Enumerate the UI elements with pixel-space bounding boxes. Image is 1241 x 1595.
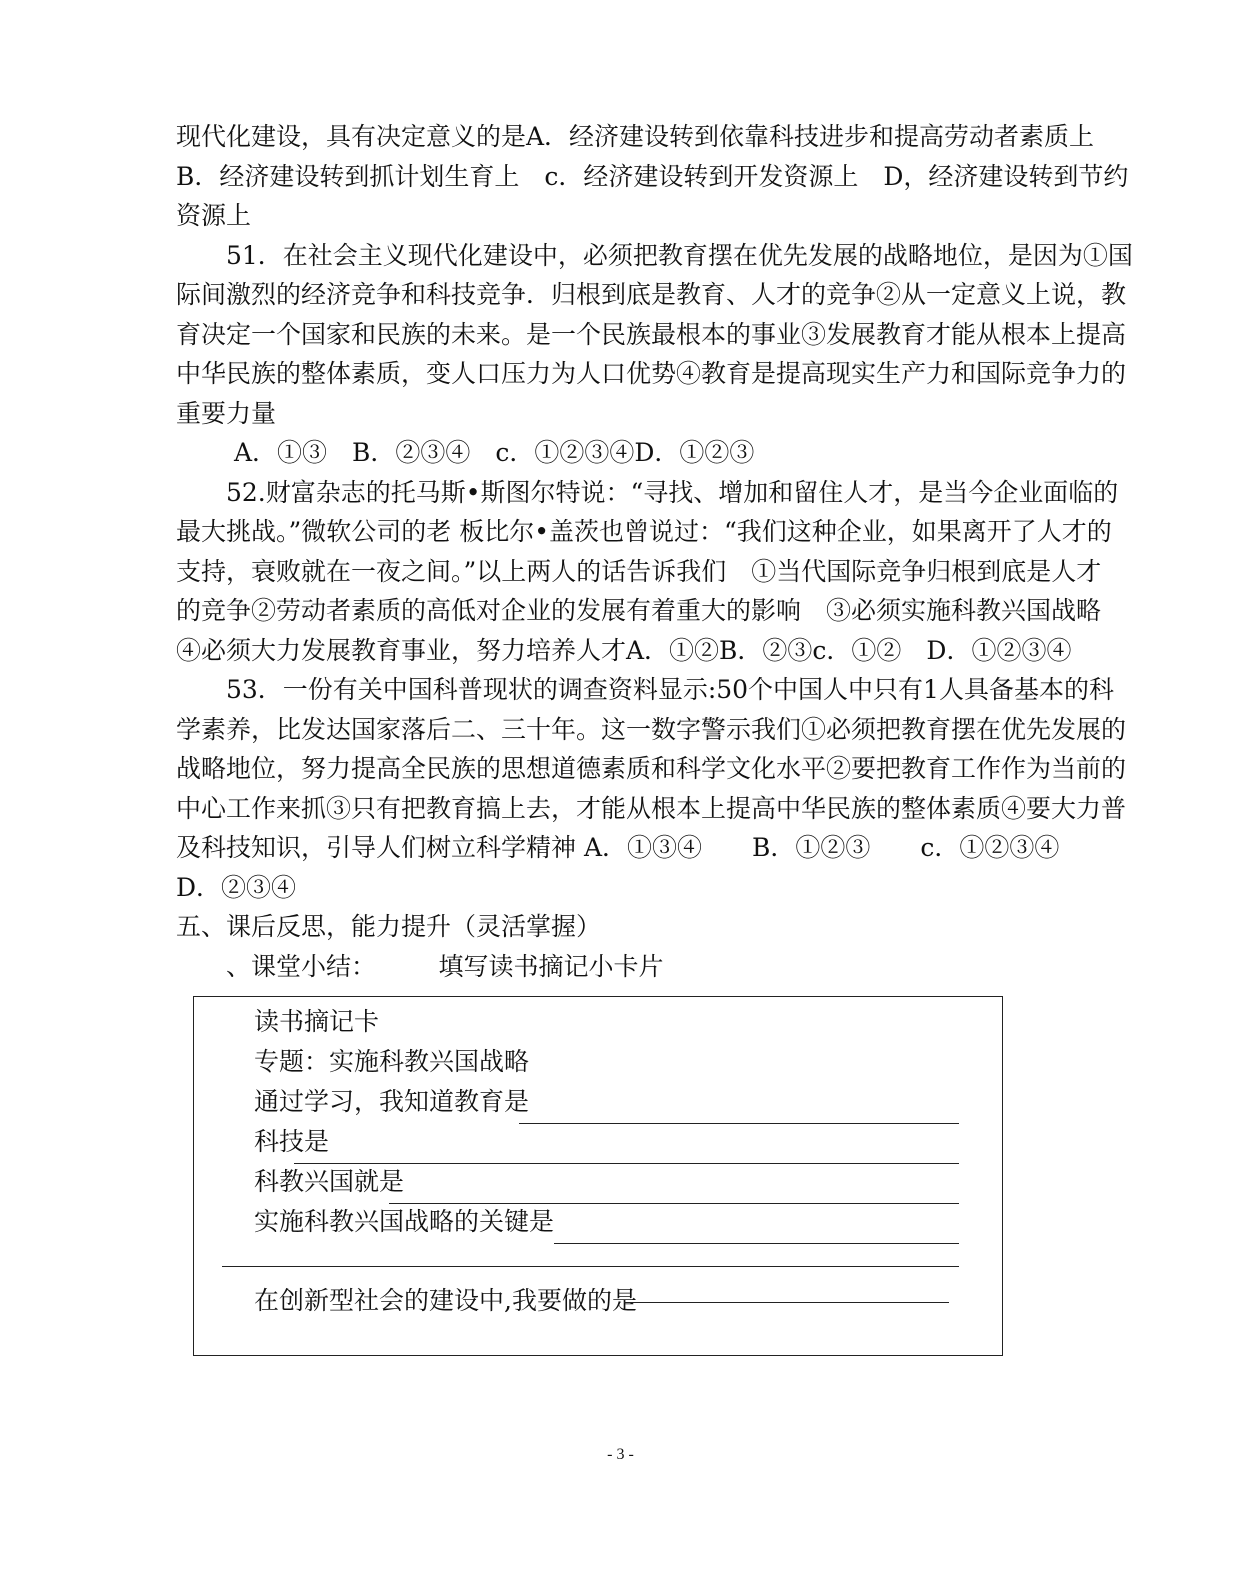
text-line: 51．在社会主义现代化建设中，必须把教育摆在优先发展的战略地位，是因为①国	[176, 240, 1133, 270]
text-line: 52.财富杂志的托马斯•斯图尔特说：“寻找、增加和留住人才，是当今企业面临的	[176, 477, 1119, 507]
page-number: - 3 -	[607, 1446, 634, 1463]
text-line: 支持，衰败就在一夜之间。”以上两人的话告诉我们 ①当代国际竞争归根到底是人才	[176, 556, 1102, 586]
answer-blank-line[interactable]	[554, 1243, 959, 1244]
text-line: 育决定一个国家和民族的未来。是一个民族最根本的事业③发展教育才能从根本上提高	[176, 319, 1127, 349]
card-question-strategy: 科教兴国就是	[254, 1167, 405, 1196]
answer-blank-line[interactable]	[222, 1266, 959, 1267]
text-line: 战略地位，努力提高全民族的思想道德素质和科学文化水平②要把教育工作作为当前的	[176, 754, 1127, 783]
text-line: 现代化建设，具有决定意义的是A．经济建设转到依靠科技进步和提高劳动者素质上	[176, 122, 1095, 151]
text-line: 中华民族的整体素质，变人口压力为人口优势④教育是提高现实生产力和国际竞争力的	[176, 359, 1127, 388]
text-line: B．经济建设转到抓计划生育上 c．经济建设转到开发资源上 D，经济建设转到节约	[176, 161, 1129, 191]
card-question-key: 实施科教兴国战略的关键是	[254, 1207, 555, 1236]
text-line: ④必须大力发展教育事业，努力培养人才A．①②B．②③c．①② D．①②③④	[176, 635, 1072, 665]
card-question-education: 通过学习，我知道教育是	[254, 1087, 530, 1116]
answer-options: A．①③ B．②③④ c．①②③④D．①②③	[176, 438, 755, 467]
text-line: 资源上	[176, 201, 252, 230]
text-line: 中心工作来抓③只有把教育搞上去，才能从根本上提高中华民族的整体素质④要大力普	[176, 793, 1127, 823]
card-title: 读书摘记卡	[254, 1007, 380, 1036]
answer-blank-line[interactable]	[519, 1123, 959, 1124]
text-line: 重要力量	[176, 398, 277, 428]
reading-note-card	[193, 996, 1003, 1356]
card-question-technology: 科技是	[254, 1127, 330, 1156]
text-line: 际间激烈的经济竞争和科技竞争．归根到底是教育、人才的竞争②从一定意义上说，教	[176, 280, 1127, 309]
card-question-action: 在创新型社会的建设中,我要做的是	[254, 1286, 637, 1315]
answer-blank-line[interactable]	[389, 1203, 959, 1204]
text-line: 及科技知识，引导人们树立科学精神 A．①③④ B．①②③ c．①②③④	[176, 833, 1060, 862]
text-line: 学素养，比发达国家落后二、三十年。这一数字警示我们①必须把教育摆在优先发展的	[176, 714, 1127, 744]
answer-blank-line[interactable]	[294, 1163, 959, 1164]
summary-label: 、课堂小结： 填写读书摘记小卡片	[176, 951, 664, 981]
text-line: D．②③④	[176, 872, 297, 902]
answer-blank-line[interactable]	[624, 1302, 949, 1303]
card-topic: 专题：实施科教兴国战略	[254, 1047, 530, 1076]
section-heading: 五、课后反思，能力提升（灵活掌握）	[176, 912, 602, 941]
text-line: 53．一份有关中国科普现状的调查资料显示:50个中国人中只有1人具备基本的科	[176, 675, 1114, 704]
text-line: 最大挑战。”微软公司的老 板比尔•盖茨也曾说过：“我们这种企业，如果离开了人才的	[176, 517, 1112, 546]
text-line: 的竞争②劳动者素质的高低对企业的发展有着重大的影响 ③必须实施科教兴国战略	[176, 596, 1102, 625]
